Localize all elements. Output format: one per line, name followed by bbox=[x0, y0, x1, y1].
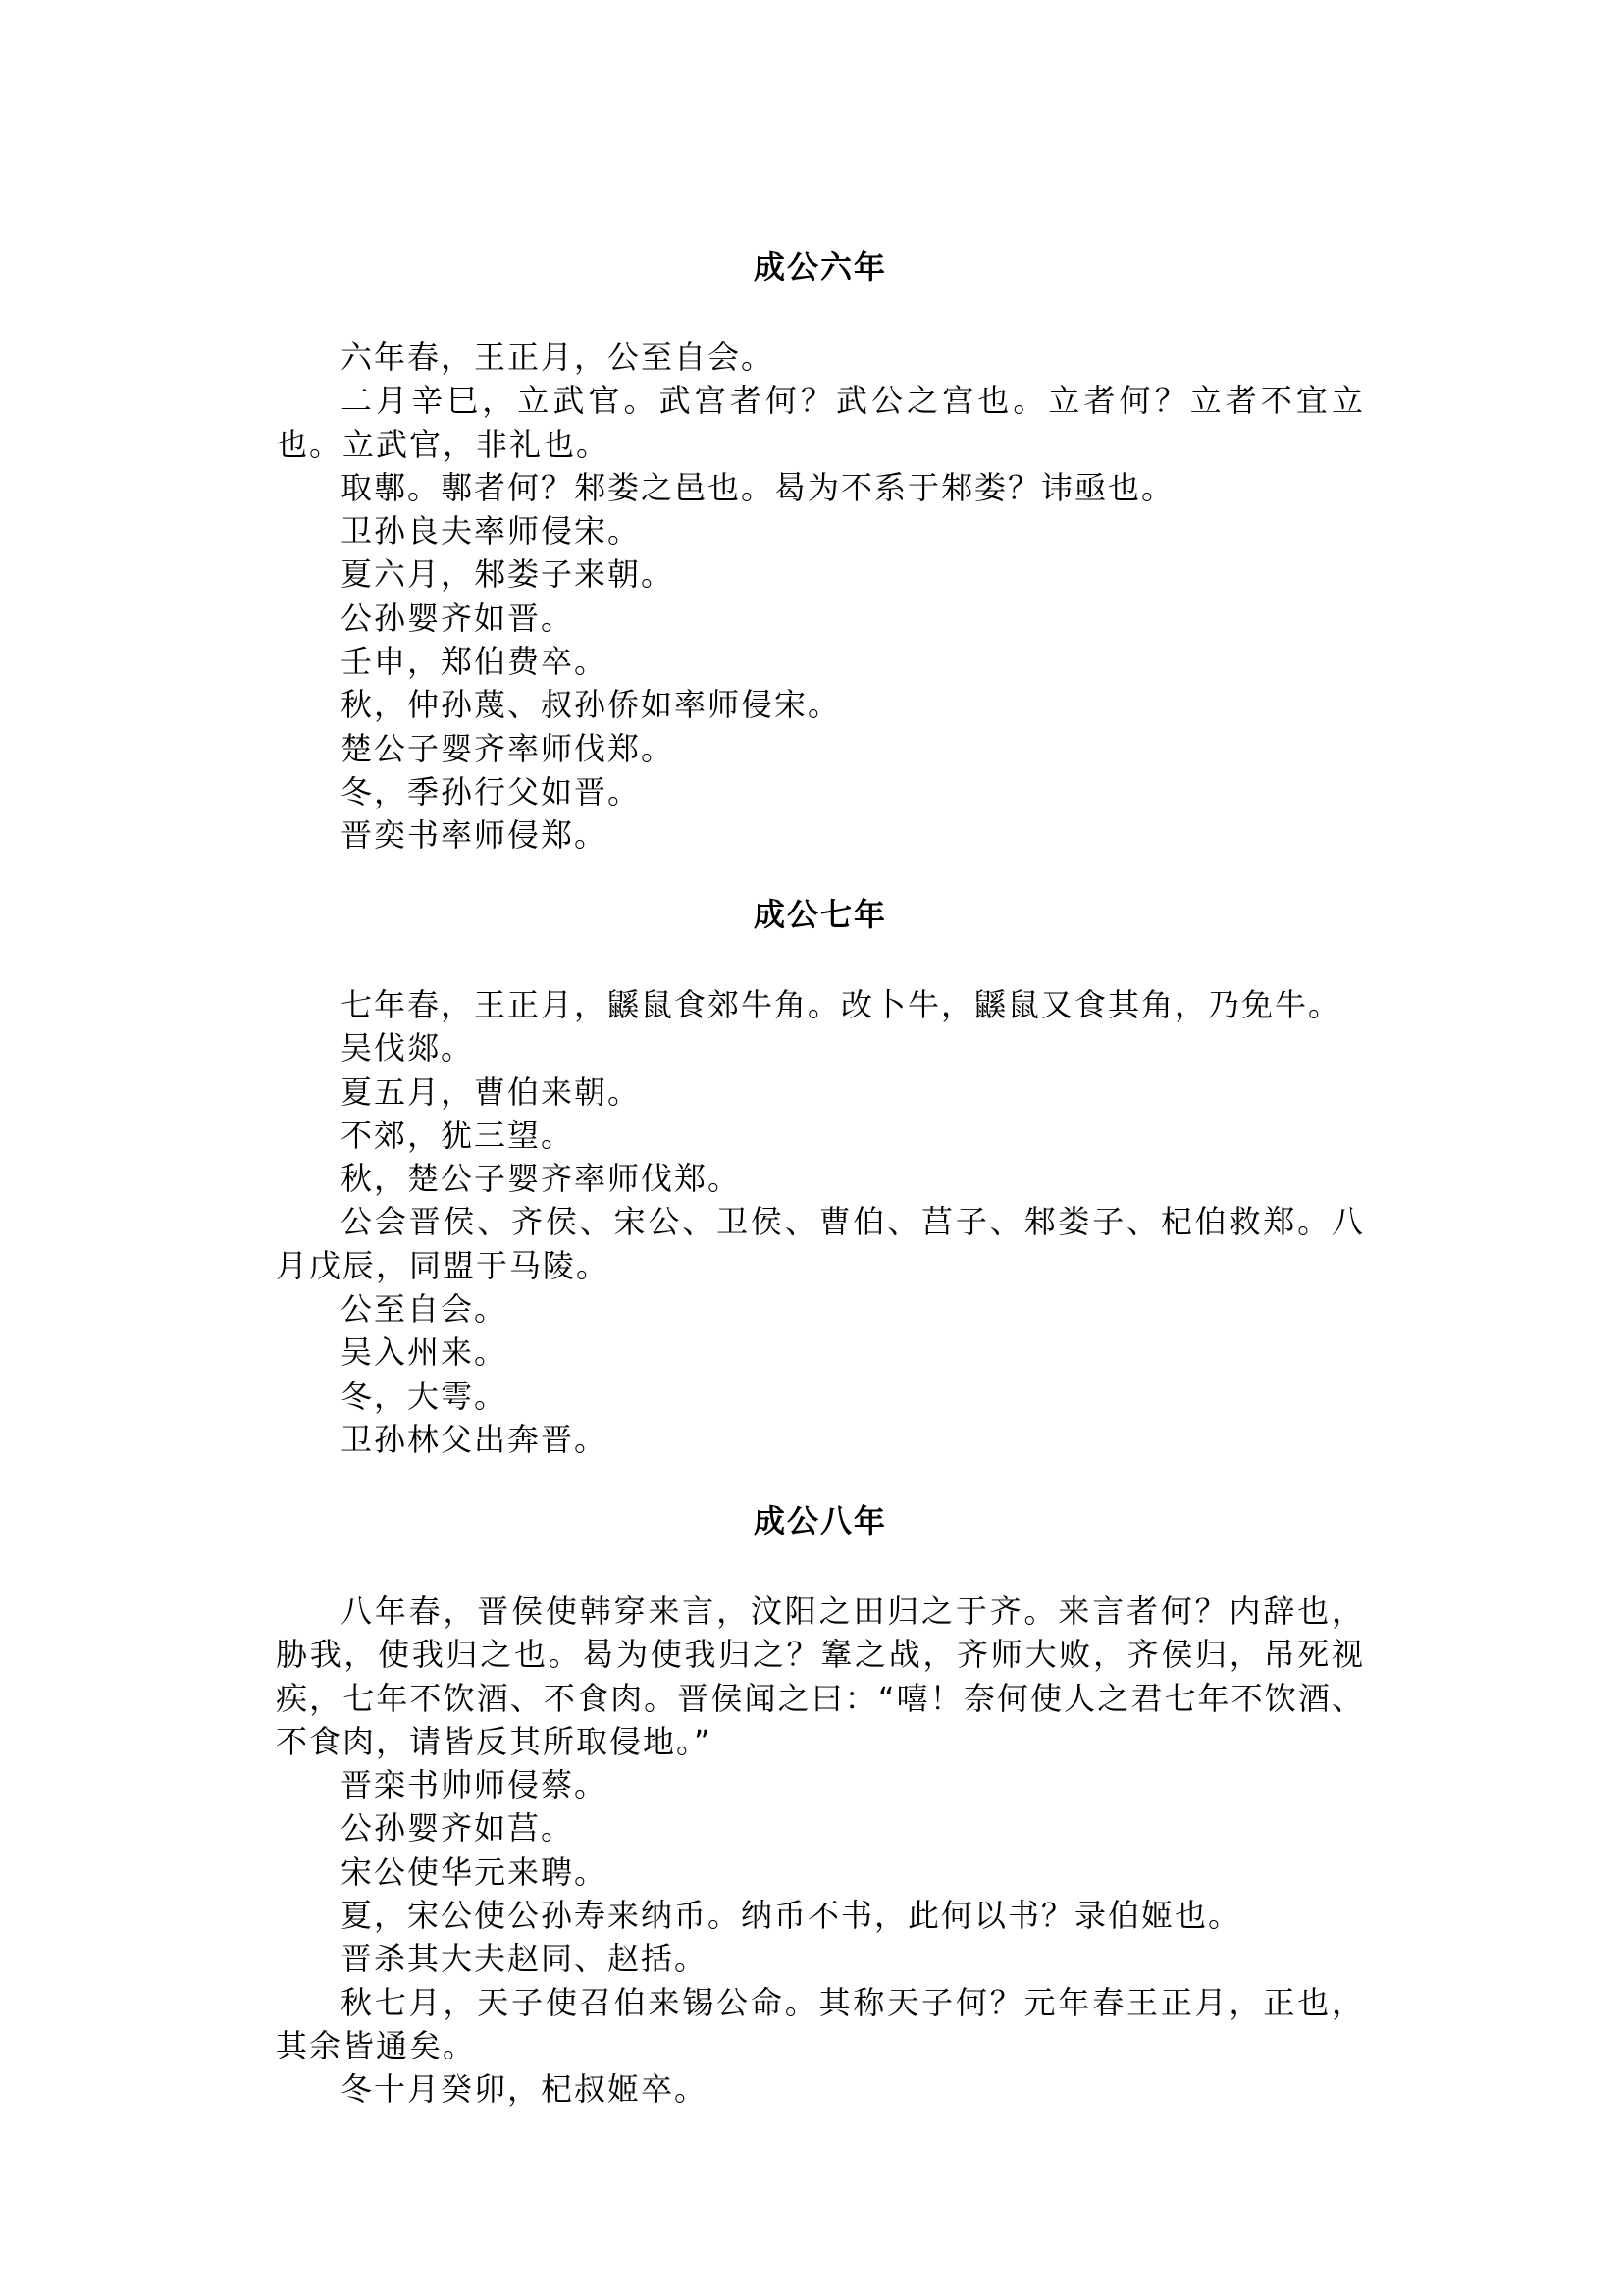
paragraph: 卫孙良夫率师侵宋。 bbox=[341, 512, 642, 550]
paragraph: 秋七月，天子使召伯来锡公命。其称天子何？元年春王正月，正也，其余皆通矣。 bbox=[276, 1983, 1365, 2064]
paragraph: 楚公子婴齐率师伐郑。 bbox=[341, 729, 675, 767]
paragraph: 取鄟。鄟者何？邾娄之邑也。曷为不系于邾娄？讳亟也。 bbox=[341, 468, 1176, 506]
paragraph: 吴伐郯。 bbox=[341, 1029, 475, 1068]
paragraph: 夏五月，曹伯来朝。 bbox=[341, 1072, 642, 1111]
paragraph: 晋杀其大夫赵同、赵括。 bbox=[341, 1940, 708, 1978]
paragraph: 六年春，王正月，公至自会。 bbox=[341, 339, 775, 376]
paragraph: 晋栾书帅师侵蔡。 bbox=[341, 1766, 608, 1804]
paragraph: 不郊，犹三望。 bbox=[341, 1116, 575, 1154]
section-body bbox=[276, 1590, 1365, 2112]
paragraph: 夏六月，邾娄子来朝。 bbox=[341, 555, 675, 594]
document-page bbox=[276, 0, 1365, 2294]
paragraph: 公至自会。 bbox=[341, 1290, 508, 1329]
paragraph: 公会晋侯、齐侯、宋公、卫侯、曹伯、莒子、邾娄子、杞伯救郑。八月戊辰，同盟于马陵。 bbox=[276, 1203, 1365, 1284]
paragraph: 宋公使华元来聘。 bbox=[341, 1852, 608, 1891]
paragraph: 冬十月癸卯，杞叔姬卒。 bbox=[341, 2070, 708, 2109]
paragraph: 卫孙林父出奔晋。 bbox=[341, 1420, 608, 1458]
paragraph: 秋，楚公子婴齐率师伐郑。 bbox=[341, 1160, 742, 1198]
section-heading: 成公八年 bbox=[753, 1502, 887, 1539]
paragraph: 秋，仲孙蔑、叔孙侨如率师侵宋。 bbox=[341, 686, 842, 724]
paragraph: 壬申，郑伯费卒。 bbox=[341, 643, 608, 681]
section-chenggong-6 bbox=[276, 245, 1365, 858]
section-body bbox=[276, 983, 1365, 1461]
paragraph: 冬，季孙行父如晋。 bbox=[341, 772, 642, 810]
section-heading: 成公六年 bbox=[753, 248, 887, 286]
section-body bbox=[276, 336, 1365, 858]
section-chenggong-7 bbox=[276, 893, 1365, 1461]
paragraph: 公孙婴齐如晋。 bbox=[341, 599, 575, 637]
paragraph: 吴入州来。 bbox=[341, 1333, 508, 1372]
paragraph: 冬，大雩。 bbox=[341, 1377, 508, 1415]
paragraph: 夏，宋公使公孙寿来纳币。纳币不书，此何以书？录伯姬也。 bbox=[341, 1897, 1242, 1935]
paragraph: 八年春，晋侯使韩穿来言，汶阳之田归之于齐。来言者何？内辞也，胁我，使我归之也。曷为使我归之？鞌之战，齐师大败，齐侯归，吊死视疾，七年不饮酒、不食肉。晋侯闻之曰：“嘻！奈何使人之君七年不饮酒、不食肉，请皆反其所取侵地。” bbox=[276, 1592, 1365, 1760]
section-heading: 成公七年 bbox=[753, 896, 887, 933]
paragraph: 公孙婴齐如莒。 bbox=[341, 1809, 575, 1848]
paragraph: 七年春，王正月，鼷鼠食郊牛角。改卜牛，鼷鼠又食其角，乃免牛。 bbox=[341, 986, 1342, 1023]
section-chenggong-8 bbox=[276, 1499, 1365, 2112]
paragraph: 二月辛巳，立武官。武宫者何？武公之宫也。立者何？立者不宜立也。立武官，非礼也。 bbox=[276, 382, 1365, 463]
paragraph: 晋奕书率师侵郑。 bbox=[341, 816, 608, 855]
